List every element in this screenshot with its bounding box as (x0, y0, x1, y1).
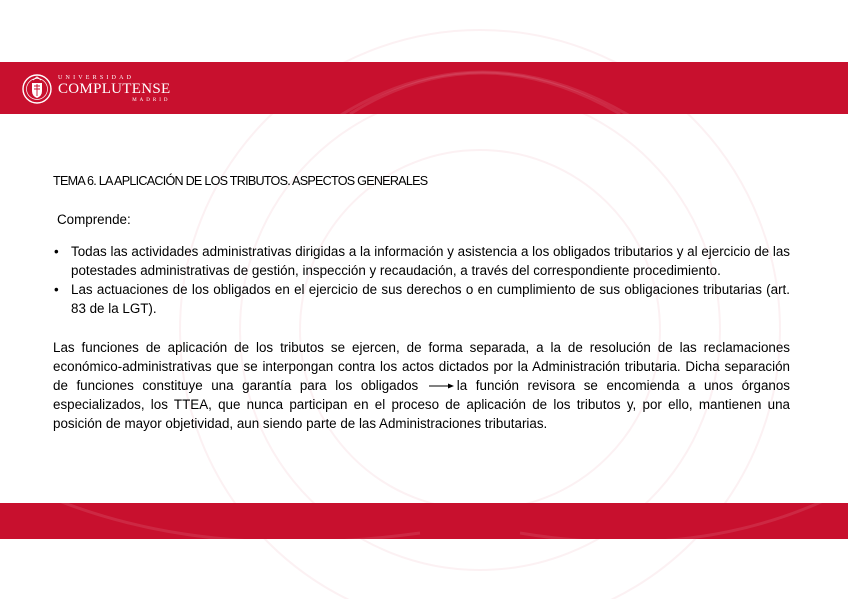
logo-complutense-text: COMPLUTENSE (58, 81, 171, 97)
bullet-icon: • (54, 244, 59, 259)
paragraph-text-after: la función revisora se encomienda a unos órganos especializados, los TTEA, que nunca participan en el proceso de aplicación de los tributos y, por ello, mantienen una posición de mayor objetividad, aun siendo parte de las Administraciones tributarias. (53, 378, 790, 431)
bullet-text: Todas las actividades administrativas dirigidas a la información y asistencia a los obligados tributarios y al ejercicio de las potestades administrativas de gestión, inspección y recaudación, a través del correspondiente procedimiento. (71, 244, 790, 278)
arrow-right-icon (429, 382, 455, 390)
bullet-icon: • (54, 282, 59, 297)
paragraph-text-before: Las funciones de aplicación de los tributos se ejercen, de forma separada, a la de resolución de las reclamaciones económico-administrativas que se interpongan contra los actos dictados por la Administración tributaria. Dicha separación de funciones constituye una garantía para los obligados (53, 340, 790, 393)
bullet-item (53, 280, 790, 318)
logo-university-text: UNIVERSIDAD (58, 75, 135, 81)
footer-band (0, 503, 848, 539)
body-paragraph (53, 338, 790, 433)
intro-label: Comprende: (57, 212, 131, 227)
university-logo[interactable] (22, 70, 170, 108)
bullet-text: Las actuaciones de los obligados en el ejercicio de sus derechos o en cumplimiento de sus obligaciones tributarias (art. 83 de la LGT). (71, 282, 790, 316)
logo-madrid-text: MADRID (132, 98, 171, 103)
slide-content (53, 172, 790, 433)
bullet-item (53, 242, 790, 280)
slide-title: TEMA 6. LA APLICACIÓN DE LOS TRIBUTOS. ASPECTOS GENERALES (53, 174, 428, 188)
crest-icon (22, 72, 52, 106)
bullet-list (53, 242, 790, 318)
footer-watermark (0, 503, 848, 539)
